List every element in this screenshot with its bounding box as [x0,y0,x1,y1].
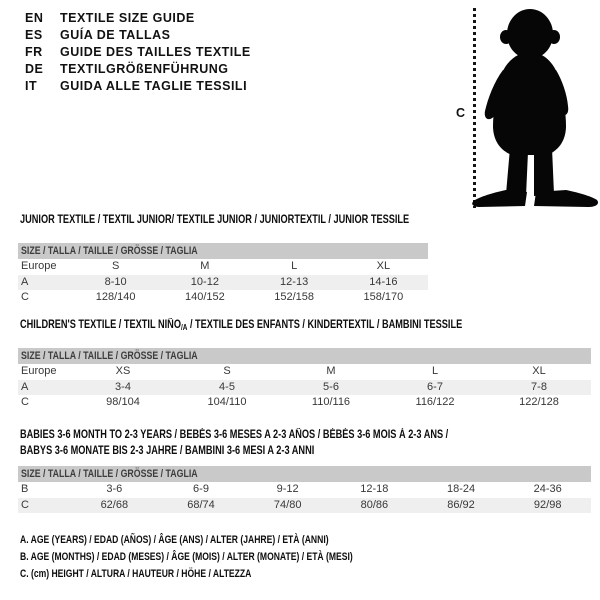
size-cell: 24-36 [533,483,562,495]
table-row [18,275,428,291]
size-cell: L [431,365,439,377]
row-label: A [21,275,29,288]
size-cell: 158/170 [363,291,404,304]
children-title-subscript: /A [180,323,188,332]
size-cell: 62/68 [100,498,129,511]
size-cell: L [291,260,298,272]
size-cell: 122/128 [519,396,559,409]
size-cell: 3-4 [115,380,131,393]
size-cell: S [223,365,231,377]
table-row [18,395,591,411]
row-label: Europe [21,365,57,377]
size-cell: 6-7 [427,380,443,393]
size-cell: 110/116 [311,396,351,409]
size-header-text: SIZE / TALLA / TAILLE / GRÖSSE / TAGLIA [21,468,198,480]
size-header-text: SIZE / TALLA / TAILLE / GRÖSSE / TAGLIA [21,350,198,362]
row-label: A [21,380,29,393]
size-cell: 5-6 [323,380,339,393]
size-cell: 12-13 [280,275,309,288]
children-title-pre: CHILDREN'S TEXTILE / TEXTIL NIÑO [20,319,181,331]
language-label: GUÍA DE TALLAS [60,28,171,42]
babies-size-table [18,466,591,513]
language-code: ES [25,28,43,42]
babies-title-line1: BABIES 3-6 MONTH TO 2-3 YEARS / BEBÉS 3-6 MESES A 2-3 AÑOS / BÉBÉS 3-6 MOIS À 2-3 ANS / [20,429,449,441]
size-cell: XL [532,365,546,377]
children-title-post: / TEXTILE DES ENFANTS / KINDERTEXTIL / BAMBINI TESSILE [187,319,463,331]
size-cell: 18-24 [446,483,476,495]
children-section-title [20,318,462,335]
language-row [25,61,251,78]
footnote-a: A. AGE (YEARS) / EDAD (AÑOS) / ÂGE (ANS) / ALTER (JAHRE) / ETÀ (ANNI) [20,534,329,546]
size-cell: M [200,260,210,272]
language-row [25,27,251,44]
size-cell: 6-9 [193,483,209,495]
language-list [25,10,251,95]
size-header-band [18,243,428,259]
size-cell: 68/74 [187,498,215,511]
size-cell: 92/98 [533,498,562,511]
size-cell: 104/110 [207,396,247,409]
junior-size-table [18,243,428,306]
table-row [18,290,428,306]
size-cell: 14-16 [369,275,398,288]
size-cell: 9-12 [276,483,299,495]
table-row [18,482,591,498]
size-cell: M [326,365,336,377]
table-row [18,498,591,514]
size-cell: XS [115,365,131,377]
footnote-c: C. (cm) HEIGHT / ALTURA / HAUTEUR / HÖHE / ALTEZZA [20,568,252,580]
row-label: Europe [21,260,57,272]
size-cell: 98/104 [106,396,140,409]
row-label: C [21,396,29,409]
size-cell: 128/140 [95,291,136,304]
size-header-text: SIZE / TALLA / TAILLE / GRÖSSE / TAGLIA [21,245,198,257]
size-cell: 74/80 [273,498,302,511]
size-cell: S [111,260,120,272]
size-cell: XL [376,260,391,272]
children-size-table [18,348,591,411]
size-cell: 10-12 [190,275,219,288]
footnotes [20,532,447,583]
baby-silhouette-icon [470,8,600,208]
size-cell: 80/86 [360,498,389,511]
babies-title-line2: BABYS 3-6 MONATE BIS 2-3 JAHRE / BAMBINI 3-6 MESI A 2-3 ANNI [20,445,315,457]
table-row [18,364,591,380]
junior-section-title: JUNIOR TEXTILE / TEXTIL JUNIOR/ TEXTILE JUNIOR / JUNIORTEXTIL / JUNIOR TESSILE [20,214,410,226]
language-row [25,78,251,95]
size-cell: 116/122 [415,396,455,409]
language-row [25,10,251,27]
table-row [18,380,591,396]
row-label: C [21,498,29,511]
size-cell: 12-18 [360,483,389,495]
language-row [25,44,251,61]
babies-section-title [20,427,448,459]
language-code: EN [25,11,44,25]
height-measure-label: C [456,106,466,120]
size-cell: 152/158 [274,291,314,304]
language-label: GUIDE DES TAILLES TEXTILE [60,45,251,59]
language-code: FR [25,45,43,59]
language-label: TEXTILGRÖßENFÜHRUNG [60,62,229,76]
size-cell: 140/152 [184,291,225,304]
row-label: B [21,483,29,495]
size-header-band [18,348,591,364]
table-row [18,259,428,275]
size-cell: 7-8 [531,380,547,393]
size-cell: 8-10 [104,275,127,288]
size-cell: 3-6 [106,483,123,495]
size-cell: 4-5 [219,380,235,393]
footnote-b: B. AGE (MONTHS) / EDAD (MESES) / ÂGE (MOIS) / ALTER (MONATE) / ETÀ (MESI) [20,551,353,563]
size-header-band [18,466,591,482]
size-cell: 86/92 [447,498,475,511]
language-code: DE [25,62,44,76]
language-label: TEXTILE SIZE GUIDE [60,11,195,25]
language-code: IT [25,79,38,93]
language-label: GUIDA ALLE TAGLIE TESSILI [60,79,248,93]
row-label: C [21,291,29,304]
